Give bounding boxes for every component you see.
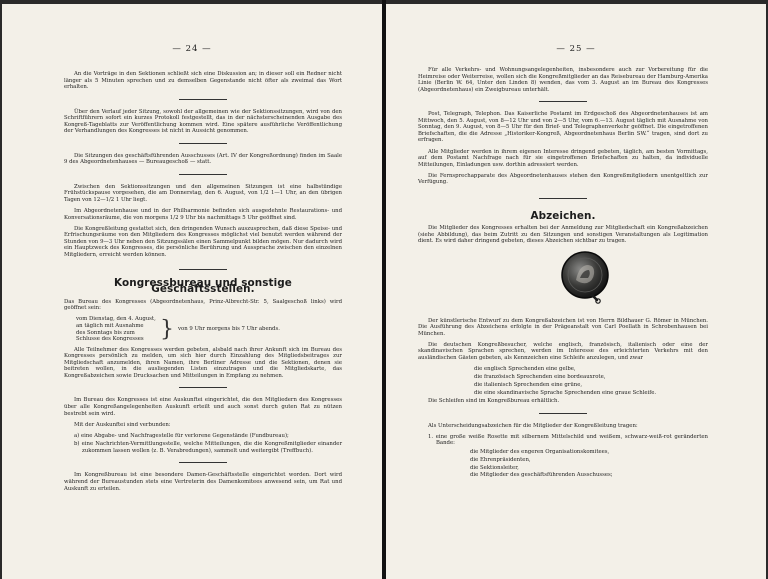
left-page (2, 4, 382, 579)
badge-figure (418, 250, 708, 310)
language-ribbon-item: die französisch Sprechenden eine bordeauxrote, (474, 373, 606, 380)
section-divider (179, 143, 227, 144)
office-hours-line: an täglich mit Ausnahme (76, 322, 144, 329)
language-ribbon-item: die englisch Sprechenden eine gelbe, (474, 366, 576, 373)
section-divider (179, 174, 227, 175)
official-item: die Ehrenpräsidenten, (470, 456, 531, 463)
section-divider (179, 99, 227, 100)
office-hours-line: Schlusse des Kongresses (76, 336, 144, 343)
paragraph: Zwischen den Sektionssitzungen und den allgemeinen Sitzungen ist eine halbstündige Frühstückspause vorgesehen, die am Donnerstag, den 6. August, von 1/2 1—1 Uhr, an den übrigen Tagen von 12—1/2 1 Uhr liegt. (64, 183, 342, 204)
paragraph: Über den Verlauf jeder Sitzung, sowohl der allgemeinen wie der Sektionssitzungen, wird von den Schriftführern sofort ein kurzes Protokoll festgestellt, das in der nächsterscheinenden Ausgabe des Kongreß-Tageblatts zur Veröffentlichung kommen wird. Eine spätere ausführliche Veröffentlichung der Verhandlungen des Kongresses ist nicht in Aussicht genommen. (64, 108, 342, 135)
section-divider (179, 387, 227, 388)
office-hours-time: von 9 Uhr morgens bis 7 Uhr abends. (178, 326, 280, 333)
official-item: die Mitglieder des geschäftsführenden Ausschusses; (470, 472, 613, 479)
right-page-text-column (418, 67, 708, 480)
paragraph: Alle Teilnehmer des Kongresses werden gebeten, alsbald nach ihrer Ankunft sich im Bureau des Kongresses persönlich zu melden, um sich hier durch Einzahlung des Mitgliedsbeitrages zur Mitgliedschaft anzumelden, ihren Namen, ihre Berliner Adresse und die Sektionen, denen sie beitreten wollen, in die ausliegenden Listen einzutragen und die Mitgliedskarte, das Kongreßabzeichen sowie Drucksachen und Mitteilungen in Empfang zu nehmen. (64, 346, 342, 379)
brace-symbol: } (160, 316, 174, 342)
paragraph: Das Bureau des Kongresses (Abgeordnetenhaus, Prinz-Albrecht-Str. 5, Saalgeschoß links) wird geöffnet sein: (64, 298, 342, 312)
paragraph: Im Kongreßbureau ist eine besondere Damen-Geschäftsstelle eingerichtet worden. Dort wird während der Bureaustunden stets eine Vertreterin des Damenkomitees anwesend sein, um Rat und Auskunft zu erteilen. (64, 472, 342, 492)
list-item: 1. eine große weiße Rosette mit silbernem Mittelschild und weißem, schwarz-weiß-rot geränderten Bande: (428, 433, 708, 447)
section-divider (539, 198, 587, 199)
paragraph: An die Vorträge in den Sektionen schließt sich eine Diskussion an; in dieser soll ein Redner nicht länger als 5 Minuten sprechen und zu demselben Gegenstande nicht öfter als zweimal das Wort erhalten. (64, 71, 342, 91)
office-hours-days (76, 316, 156, 342)
list-item: b) eine Nachrichten-Vermittlungsstelle, welche Mitteilungen, die die Kongreßmitglieder einander zukommen lassen wollen (z. B. Verabredungen), sammelt und weitergibt (Treffbuch). (74, 441, 342, 454)
office-hours-line: vom Dienstag, den 4. August, (76, 316, 156, 323)
paragraph: Im Bureau des Kongresses ist eine Auskunftei eingerichtet, die den Mitgliedern des Kongresses über alle Kongreßangelegenheiten Auskunft erteilt und auch sonst durch guten Rat zu nützen bestrebt sein wird. (64, 397, 342, 417)
paragraph: Im Abgeordnetenhause und in der Philharmonie befinden sich ausgedehnte Restaurations- und Konversationsräume, die von morgens 1/2 9 Uhr bis nachmittags 5 Uhr geöffnet sind. (64, 208, 342, 221)
section-heading: Kongressbureau und sonstige Geschäftsstellen. (114, 276, 292, 296)
paragraph: Die Kongreßleitung gestattet sich, den dringenden Wunsch auszusprechen, daß diese Speise- und Erfrischungsräume von den Mitgliedern des Kongresses möglichst viel benutzt werden während der Stunden von 9—3 Uhr neben den Sitzungssälen einen Sammelpunkt bilden mögen. Nur dadurch wird ein Hauptzweck des Kongresses, die persönliche Berührung und Aussprache zwischen den einzelnen Mitgliedern, erreicht werden können. (64, 225, 342, 259)
office-hours-line: des Sonntags bis zum (76, 329, 135, 336)
page-number: — 24 — (172, 44, 212, 54)
section-divider (539, 101, 587, 102)
right-page (386, 4, 766, 579)
paragraph: Der künstlerische Entwurf zu dem Kongreßabzeichen ist von Herrn Bildhauer G. Römer in München. Die Ausführung des Abzeichens erfolgte in der Prägeanstalt von Carl Poellath in Schrobenhausen bei München. (418, 317, 708, 337)
paragraph: Die Fernsprechapparate des Abgeordnetenhauses stehen den Kongreßmitgliedern unentgeltlich zur Verfügung. (418, 172, 708, 186)
paragraph: Post, Telegraph, Telephon. Das Kaiserliche Postamt im Erdgeschoß des Abgeordnetenhauses ist am Mittwoch, den 5. August, von 8—12 Uhr und von 2—5 Uhr, vom 6.—13. August täglich mit Ausnahme von Sonntag, den 9. August, von 8—5 Uhr für den Brief- und Telegraphenverkehr geöffnet. Die eingetroffenen Briefschaften, die die Adresse „Historiker-Kongreß, Abgeordnetenhaus Berlin SW.“ tragen, sind dort zu erfragen. (418, 111, 708, 144)
section-divider (179, 462, 227, 463)
office-hours (76, 316, 342, 342)
paragraph: Als Unterscheidungsabzeichen für die Mitglieder der Kongreßleitung tragen: (428, 422, 638, 429)
left-page-text-column (64, 71, 342, 497)
paragraph: Mit der Auskunftei sind verbunden: (74, 421, 171, 428)
list-item: a) eine Abgabe- und Nachfragestelle für verlorene Gegenstände (Fundbureau); (74, 432, 289, 439)
section-divider (539, 413, 587, 414)
language-ribbon-item: die eine skandinavische Sprache Sprechenden eine graue Schleife. (474, 389, 657, 396)
language-ribbon-item: die italienisch Sprechenden eine grüne, (474, 381, 583, 388)
official-item: die Sektionsleiter, (470, 464, 519, 471)
paragraph: Die deutschen Kongreßbesucher, welche englisch, französisch, italienisch oder eine der skandinavischen Sprachen sprechen, werden im Interesse des erleichterten Verkehrs mit den ausländischen Gästen gebeten, als Kennzeichen eine Schleife anzulegen, und zwar (418, 341, 708, 361)
paragraph: Für alle Verkehrs- und Wohnungsangelegenheiten, insbesondere auch zur Vorbereitung für die Heimreise oder Weiterreise, wollen sich die Kongreßmitglieder an das Reisebureau der Hamburg-Amerika Linie (Berlin W. 64, Unter den Linden 8) wenden, das vom 3. August an im Bureau des Kongresses (Abgeordnetenhaus) ein Zweigbureau unterhält. (418, 67, 708, 93)
paragraph: Die Mitglieder des Kongresses erhalten bei der Anmeldung zur Mitgliedschaft ein Kongreßabzeichen (siehe Abbildung), das beim Zutritt zu den Sitzungen und sonstigen Veranstaltungen als Legitimation dient. Es wird daher dringend gebeten, dieses Abzeichen sichtbar zu tragen. (418, 225, 708, 245)
paragraph: Die Sitzungen des geschäftsführenden Ausschusses (Art. IV der Kongreßordnung) finden im Saale 9 des Abgeordnetenhauses — Bureaugeschoß — statt. (64, 152, 342, 166)
paragraph: Die Schleifen sind im Kongreßbureau erhältlich. (428, 398, 560, 405)
section-heading: Abzeichen. (530, 209, 596, 222)
section-divider (179, 269, 227, 270)
official-item: die Mitglieder des engeren Organisationskomitees, (470, 448, 610, 455)
paragraph: Alle Mitglieder werden in ihrem eigenen Interesse dringend gebeten, täglich, am besten Vormittags, auf dem Postamt Nachfrage nach für sie eingetroffenen Briefschaften zu halten, da individuelle Mitteilungen, Einladungen usw. dorthin adressiert werden. (418, 148, 708, 168)
congress-badge-image (560, 250, 610, 306)
page-number: — 25 — (556, 44, 596, 54)
